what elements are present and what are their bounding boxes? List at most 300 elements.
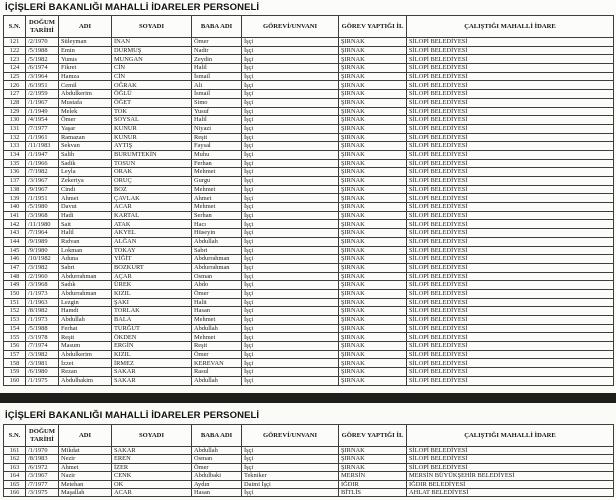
cell-gorev-yaptigi-il: ŞIRNAK [339, 255, 407, 264]
cell-gorevi-unvani: İşçi [242, 307, 339, 316]
table-row [4, 298, 614, 307]
cell-baba-adi: Osman [192, 272, 242, 281]
cell-baba-adi: Faysal [192, 142, 242, 151]
cell-soyadi: SOYSAL [112, 116, 192, 125]
cell-gorev-yaptigi-il: ŞIRNAK [339, 203, 407, 212]
col-header-gorevi-unvani: GÖREVİ/UNVANI [242, 16, 339, 38]
cell-soyadi: ÖKDEN [112, 333, 192, 342]
table-row [4, 246, 614, 255]
table-row [4, 255, 614, 264]
table-row [4, 333, 614, 342]
cell-sn: 138 [4, 185, 26, 194]
cell-dogum-tarihi: /6/1974 [26, 64, 59, 73]
cell-gorevi-unvani: İşçi [242, 229, 339, 238]
cell-dogum-tarihi: /6/1980 [26, 368, 59, 377]
cell-calistigi-mahalli-idare: MERSİN BÜYÜKŞEHİR BELEDİYESİ [407, 472, 614, 480]
cell-adi: Rıdvan [59, 237, 112, 246]
cell-baba-adi: Mehmet [192, 333, 242, 342]
cell-soyadi: KIZIL [112, 350, 192, 359]
cell-dogum-tarihi: /3/1975 [26, 489, 59, 497]
cell-sn: 139 [4, 194, 26, 203]
cell-gorev-yaptigi-il: ŞIRNAK [339, 463, 407, 471]
cell-dogum-tarihi: /9/1980 [26, 246, 59, 255]
cell-calistigi-mahalli-idare: SİLOPİ BELEDİYESİ [407, 368, 614, 377]
cell-baba-adi: Hacı [192, 220, 242, 229]
cell-adi: Sekvan [59, 142, 112, 151]
col-header-baba-adi: BABA ADI [192, 425, 242, 447]
table-row [4, 455, 614, 463]
cell-adi: Lokman [59, 246, 112, 255]
cell-baba-adi: Hasan [192, 489, 242, 497]
table-row [4, 472, 614, 480]
cell-soyadi: BOZ [112, 185, 192, 194]
cell-sn: 131 [4, 124, 26, 133]
cell-gorev-yaptigi-il: ŞIRNAK [339, 211, 407, 220]
cell-gorev-yaptigi-il: ŞIRNAK [339, 38, 407, 47]
table-row [4, 463, 614, 471]
cell-baba-adi: Rasul [192, 368, 242, 377]
cell-gorevi-unvani: İşçi [242, 177, 339, 186]
cell-dogum-tarihi: /6/1972 [26, 463, 59, 471]
cell-calistigi-mahalli-idare: SİLOPİ BELEDİYESİ [407, 376, 614, 385]
cell-baba-adi: Zeydin [192, 55, 242, 64]
col-header-sn: S.N. [4, 425, 26, 447]
cell-gorev-yaptigi-il: ŞIRNAK [339, 229, 407, 238]
cell-gorevi-unvani: İşçi [242, 98, 339, 107]
cell-gorevi-unvani: İşçi [242, 38, 339, 47]
cell-gorevi-unvani: Daimi İşçi [242, 480, 339, 488]
cell-gorev-yaptigi-il: ŞIRNAK [339, 107, 407, 116]
table-row [4, 177, 614, 186]
cell-dogum-tarihi: /1/1973 [26, 289, 59, 298]
cell-gorev-yaptigi-il: ŞIRNAK [339, 281, 407, 290]
cell-baba-adi: Serhan [192, 211, 242, 220]
cell-adi: Emin [59, 46, 112, 55]
cell-calistigi-mahalli-idare: SİLOPİ BELEDİYESİ [407, 359, 614, 368]
cell-gorevi-unvani: İşçi [242, 124, 339, 133]
cell-calistigi-mahalli-idare: SİLOPİ BELEDİYESİ [407, 316, 614, 325]
cell-baba-adi: Abdo [192, 281, 242, 290]
cell-sn: 128 [4, 98, 26, 107]
table-row [4, 368, 614, 377]
cell-adi: Lezgin [59, 298, 112, 307]
cell-baba-adi: Ahmet [192, 194, 242, 203]
cell-sn: 147 [4, 263, 26, 272]
col-header-calistigi-mahalli-idare: ÇALIŞTIĞI MAHALLİ İDARE [407, 16, 614, 38]
cell-gorevi-unvani: İşçi [242, 185, 339, 194]
cell-baba-adi: Hasan [192, 307, 242, 316]
cell-gorevi-unvani: İşçi [242, 272, 339, 281]
cell-sn: 145 [4, 246, 26, 255]
cell-gorev-yaptigi-il: ŞIRNAK [339, 350, 407, 359]
cell-gorevi-unvani: İşçi [242, 203, 339, 212]
cell-dogum-tarihi: /2/1960 [26, 272, 59, 281]
cell-sn: 152 [4, 307, 26, 316]
cell-soyadi: SAKAR [112, 447, 192, 455]
cell-calistigi-mahalli-idare: SİLOPİ BELEDİYESİ [407, 263, 614, 272]
col-header-adi: ADI [59, 16, 112, 38]
cell-adi: Sadik [59, 159, 112, 168]
table-row [4, 376, 614, 385]
cell-dogum-tarihi: /1/1970 [26, 447, 59, 455]
cell-baba-adi: Abdullah [192, 376, 242, 385]
cell-soyadi: SAKAR [112, 376, 192, 385]
cell-calistigi-mahalli-idare: SİLOPİ BELEDİYESİ [407, 342, 614, 351]
cell-adi: Melek [59, 107, 112, 116]
cell-adi: Cemil [59, 81, 112, 90]
cell-calistigi-mahalli-idare: SİLOPİ BELEDİYESİ [407, 447, 614, 455]
cell-soyadi: TOSUN [112, 159, 192, 168]
cell-baba-adi: Ali [192, 81, 242, 90]
cell-sn: 153 [4, 316, 26, 325]
cell-gorevi-unvani: İşçi [242, 447, 339, 455]
cell-calistigi-mahalli-idare: SİLOPİ BELEDİYESİ [407, 194, 614, 203]
cell-gorev-yaptigi-il: ŞIRNAK [339, 133, 407, 142]
table-row [4, 289, 614, 298]
cell-calistigi-mahalli-idare: SİLOPİ BELEDİYESİ [407, 463, 614, 471]
cell-baba-adi: Abdullah [192, 324, 242, 333]
cell-gorevi-unvani: İşçi [242, 376, 339, 385]
cell-sn: 125 [4, 72, 26, 81]
cell-dogum-tarihi: /6/1951 [26, 81, 59, 90]
cell-soyadi: AKYEL [112, 229, 192, 238]
cell-gorev-yaptigi-il: ŞIRNAK [339, 342, 407, 351]
cell-dogum-tarihi: /7/1977 [26, 124, 59, 133]
cell-sn: 148 [4, 272, 26, 281]
cell-adi: Mustafa [59, 98, 112, 107]
table-row [4, 64, 614, 73]
cell-soyadi: CENK [112, 472, 192, 480]
cell-calistigi-mahalli-idare: SİLOPİ BELEDİYESİ [407, 289, 614, 298]
cell-dogum-tarihi: /1/1973 [26, 316, 59, 325]
cell-sn: 134 [4, 150, 26, 159]
cell-calistigi-mahalli-idare: SİLOPİ BELEDİYESİ [407, 168, 614, 177]
table-row [4, 142, 614, 151]
cell-calistigi-mahalli-idare: SİLOPİ BELEDİYESİ [407, 229, 614, 238]
cell-sn: 130 [4, 116, 26, 125]
cell-soyadi: ALĞAN [112, 237, 192, 246]
cell-calistigi-mahalli-idare: SİLOPİ BELEDİYESİ [407, 133, 614, 142]
cell-calistigi-mahalli-idare: SİLOPİ BELEDİYESİ [407, 246, 614, 255]
cell-adi: Leyla [59, 168, 112, 177]
cell-sn: 124 [4, 64, 26, 73]
cell-sn: 155 [4, 333, 26, 342]
cell-sn: 142 [4, 220, 26, 229]
cell-dogum-tarihi: /4/1954 [26, 116, 59, 125]
cell-gorevi-unvani: İşçi [242, 289, 339, 298]
col-header-dogum-tarihi: DOĞUM TARİHİ [26, 16, 59, 38]
cell-adi: Nazir [59, 472, 112, 480]
cell-baba-adi: Yusuf [192, 107, 242, 116]
cell-adi: Halil [59, 229, 112, 238]
cell-dogum-tarihi: /1/1966 [26, 159, 59, 168]
cell-calistigi-mahalli-idare: SİLOPİ BELEDİYESİ [407, 350, 614, 359]
cell-baba-adi: Ömer [192, 289, 242, 298]
cell-gorev-yaptigi-il: ŞIRNAK [339, 177, 407, 186]
cell-calistigi-mahalli-idare: SİLOPİ BELEDİYESİ [407, 237, 614, 246]
cell-gorev-yaptigi-il: ŞIRNAK [339, 289, 407, 298]
table-row [4, 72, 614, 81]
cell-gorevi-unvani: İşçi [242, 159, 339, 168]
cell-baba-adi: Abdurrahman [192, 263, 242, 272]
cell-sn: 150 [4, 289, 26, 298]
cell-adi: Hadi [59, 211, 112, 220]
cell-gorevi-unvani: İşçi [242, 81, 339, 90]
cell-sn: 146 [4, 255, 26, 264]
cell-adi: Abdullah [59, 316, 112, 325]
cell-dogum-tarihi: /5/1982 [26, 55, 59, 64]
cell-adi: Reşit [59, 333, 112, 342]
cell-gorev-yaptigi-il: ŞIRNAK [339, 316, 407, 325]
cell-gorev-yaptigi-il: ŞIRNAK [339, 64, 407, 73]
cell-soyadi: ORUÇ [112, 177, 192, 186]
cell-soyadi: AÇAR [112, 272, 192, 281]
cell-adi: Ramazan [59, 133, 112, 142]
cell-gorevi-unvani: İşçi [242, 90, 339, 99]
cell-dogum-tarihi: /10/1982 [26, 255, 59, 264]
cell-gorevi-unvani: İşçi [242, 368, 339, 377]
cell-baba-adi: Halit [192, 298, 242, 307]
cell-soyadi: DURMUŞ [112, 46, 192, 55]
cell-gorevi-unvani: İşçi [242, 142, 339, 151]
table-row [4, 307, 614, 316]
cell-baba-adi: Reşit [192, 133, 242, 142]
cell-soyadi: ÖĞLÜ [112, 90, 192, 99]
cell-calistigi-mahalli-idare: SİLOPİ BELEDİYESİ [407, 185, 614, 194]
cell-gorevi-unvani: İşçi [242, 298, 339, 307]
cell-baba-adi: Osman [192, 455, 242, 463]
cell-adi: Abdulkerim [59, 90, 112, 99]
cell-adi: Aduna [59, 255, 112, 264]
table-row [4, 316, 614, 325]
cell-gorev-yaptigi-il: ŞIRNAK [339, 220, 407, 229]
section1-title: İÇİŞLERİ BAKANLIĞI MAHALLİ İDARELER PERSONELİ [5, 2, 260, 13]
cell-gorevi-unvani: İşçi [242, 55, 339, 64]
cell-soyadi: ORAK [112, 168, 192, 177]
table-row [4, 159, 614, 168]
cell-calistigi-mahalli-idare: SİLOPİ BELEDİYESİ [407, 124, 614, 133]
cell-adi: Sadık [59, 281, 112, 290]
table-body [4, 447, 614, 497]
cell-gorevi-unvani: İşçi [242, 342, 339, 351]
table-row [4, 185, 614, 194]
cell-dogum-tarihi: /3/1968 [26, 281, 59, 290]
cell-gorev-yaptigi-il: ŞIRNAK [339, 376, 407, 385]
table-row [4, 263, 614, 272]
cell-soyadi: TOKAY [112, 246, 192, 255]
cell-calistigi-mahalli-idare: SİLOPİ BELEDİYESİ [407, 307, 614, 316]
cell-sn: 151 [4, 298, 26, 307]
cell-gorev-yaptigi-il: ŞIRNAK [339, 368, 407, 377]
table-row [4, 203, 614, 212]
cell-baba-adi: Ömer [192, 463, 242, 471]
cell-calistigi-mahalli-idare: IĞDIR BELEDİYESİ [407, 480, 614, 488]
cell-adi: Hamdi [59, 307, 112, 316]
table-row [4, 489, 614, 497]
cell-dogum-tarihi: /1/1947 [26, 150, 59, 159]
cell-adi: Masum [59, 342, 112, 351]
cell-gorev-yaptigi-il: ŞIRNAK [339, 142, 407, 151]
cell-sn: 163 [4, 463, 26, 471]
cell-adi: Ömer [59, 116, 112, 125]
table-row [4, 324, 614, 333]
cell-sn: 127 [4, 90, 26, 99]
cell-adi: Cindi [59, 185, 112, 194]
cell-soyadi: TORLAK [112, 307, 192, 316]
table-row [4, 98, 614, 107]
col-header-baba-adi: BABA ADI [192, 16, 242, 38]
cell-baba-adi: Simo [192, 98, 242, 107]
table-row [4, 46, 614, 55]
cell-soyadi: BURUMTEKİN [112, 150, 192, 159]
cell-baba-adi: Abdurrahman [192, 255, 242, 264]
cell-calistigi-mahalli-idare: SİLOPİ BELEDİYESİ [407, 333, 614, 342]
cell-baba-adi: Reşit [192, 342, 242, 351]
cell-soyadi: ÜREK [112, 281, 192, 290]
cell-dogum-tarihi: /7/1974 [26, 342, 59, 351]
cell-gorev-yaptigi-il: ŞIRNAK [339, 159, 407, 168]
cell-gorevi-unvani: İşçi [242, 46, 339, 55]
cell-sn: 156 [4, 342, 26, 351]
cell-calistigi-mahalli-idare: SİLOPİ BELEDİYESİ [407, 38, 614, 47]
table-row [4, 107, 614, 116]
cell-sn: 141 [4, 211, 26, 220]
cell-gorevi-unvani: İşçi [242, 168, 339, 177]
cell-baba-adi: Niyazi [192, 124, 242, 133]
cell-gorevi-unvani: Tekniker [242, 472, 339, 480]
cell-gorevi-unvani: İşçi [242, 255, 339, 264]
cell-sn: 132 [4, 133, 26, 142]
cell-calistigi-mahalli-idare: SİLOPİ BELEDİYESİ [407, 107, 614, 116]
cell-gorev-yaptigi-il: ŞIRNAK [339, 324, 407, 333]
cell-gorevi-unvani: İşçi [242, 133, 339, 142]
table-header [4, 16, 614, 38]
cell-soyadi: ACAR [112, 203, 192, 212]
table-body [4, 38, 614, 386]
cell-baba-adi: Aydın [192, 480, 242, 488]
cell-dogum-tarihi: /3/1981 [26, 359, 59, 368]
cell-dogum-tarihi: /3/1967 [26, 472, 59, 480]
cell-calistigi-mahalli-idare: SİLOPİ BELEDİYESİ [407, 159, 614, 168]
table-row [4, 133, 614, 142]
cell-adi: Abdurrahman [59, 272, 112, 281]
cell-calistigi-mahalli-idare: SİLOPİ BELEDİYESİ [407, 177, 614, 186]
cell-sn: 154 [4, 324, 26, 333]
cell-soyadi: KARTAL [112, 211, 192, 220]
cell-baba-adi: Nadir [192, 46, 242, 55]
cell-calistigi-mahalli-idare: SİLOPİ BELEDİYESİ [407, 455, 614, 463]
table-row [4, 124, 614, 133]
cell-dogum-tarihi: /1/1961 [26, 133, 59, 142]
cell-soyadi: EREN [112, 455, 192, 463]
col-header-sn: S.N. [4, 16, 26, 38]
cell-gorev-yaptigi-il: ŞIRNAK [339, 263, 407, 272]
col-header-gorevi-unvani: GÖREVİ/UNVANI [242, 425, 339, 447]
cell-calistigi-mahalli-idare: SİLOPİ BELEDİYESİ [407, 150, 614, 159]
cell-soyadi: SAKAR [112, 368, 192, 377]
cell-dogum-tarihi: /3/1978 [26, 333, 59, 342]
cell-dogum-tarihi: /1/1949 [26, 107, 59, 116]
cell-adi: Mikdat [59, 447, 112, 455]
cell-gorevi-unvani: İşçi [242, 211, 339, 220]
cell-sn: 129 [4, 107, 26, 116]
cell-sn: 144 [4, 237, 26, 246]
cell-baba-adi: Abdulbaki [192, 472, 242, 480]
cell-gorev-yaptigi-il: ŞIRNAK [339, 272, 407, 281]
cell-soyadi: ÇAVLAK [112, 194, 192, 203]
cell-soyadi: İNAN [112, 38, 192, 47]
table-row [4, 168, 614, 177]
cell-gorev-yaptigi-il: ŞIRNAK [339, 455, 407, 463]
cell-baba-adi: Muhu [192, 150, 242, 159]
cell-adi: Zekeriya [59, 177, 112, 186]
table-row [4, 480, 614, 488]
cell-baba-adi: Halil [192, 116, 242, 125]
cell-soyadi: BOZKURT [112, 263, 192, 272]
cell-baba-adi: Hüseyin [192, 229, 242, 238]
cell-gorevi-unvani: İşçi [242, 150, 339, 159]
cell-gorev-yaptigi-il: ŞIRNAK [339, 185, 407, 194]
cell-gorev-yaptigi-il: ŞIRNAK [339, 298, 407, 307]
cell-calistigi-mahalli-idare: AHLAT BELEDİYESİ [407, 489, 614, 497]
cell-soyadi: CİN [112, 64, 192, 73]
cell-sn: 126 [4, 81, 26, 90]
cell-sn: 122 [4, 46, 26, 55]
cell-baba-adi: Ferhan [192, 159, 242, 168]
col-header-calistigi-mahalli-idare: ÇALIŞTIĞI MAHALLİ İDARE [407, 425, 614, 447]
table-row [4, 229, 614, 238]
table-row [4, 38, 614, 47]
cell-gorevi-unvani: İşçi [242, 455, 339, 463]
cell-gorevi-unvani: İşçi [242, 350, 339, 359]
cell-soyadi: ATAK [112, 220, 192, 229]
cell-gorev-yaptigi-il: ŞIRNAK [339, 116, 407, 125]
cell-adi: Hamza [59, 72, 112, 81]
cell-soyadi: KUNUR [112, 133, 192, 142]
cell-gorev-yaptigi-il: MERSİN [339, 472, 407, 480]
table-row [4, 272, 614, 281]
cell-gorevi-unvani: İşçi [242, 237, 339, 246]
cell-calistigi-mahalli-idare: SİLOPİ BELEDİYESİ [407, 55, 614, 64]
cell-baba-adi: KEREVAN [192, 359, 242, 368]
table-row [4, 342, 614, 351]
cell-gorev-yaptigi-il: ŞIRNAK [339, 150, 407, 159]
table-row [4, 116, 614, 125]
cell-gorev-yaptigi-il: ŞIRNAK [339, 72, 407, 81]
cell-gorevi-unvani: İşçi [242, 72, 339, 81]
table-row [4, 220, 614, 229]
table-row [4, 211, 614, 220]
cell-dogum-tarihi: /3/1964 [26, 72, 59, 81]
cell-gorev-yaptigi-il: ŞIRNAK [339, 90, 407, 99]
cell-adi: Süleyman [59, 38, 112, 47]
cell-gorev-yaptigi-il: ŞIRNAK [339, 55, 407, 64]
cell-baba-adi: Sabri [192, 246, 242, 255]
cell-gorev-yaptigi-il: ŞIRNAK [339, 194, 407, 203]
cell-adi: Yunus [59, 55, 112, 64]
cell-baba-adi: Ömer [192, 38, 242, 47]
table-row [4, 150, 614, 159]
cell-gorevi-unvani: İşçi [242, 107, 339, 116]
cell-dogum-tarihi: /3/1982 [26, 263, 59, 272]
cell-sn: 164 [4, 472, 26, 480]
cell-calistigi-mahalli-idare: SİLOPİ BELEDİYESİ [407, 324, 614, 333]
table-row [4, 194, 614, 203]
cell-calistigi-mahalli-idare: SİLOPİ BELEDİYESİ [407, 203, 614, 212]
cell-adi: Nezir [59, 455, 112, 463]
cell-baba-adi: Mehmet [192, 316, 242, 325]
table-row [4, 55, 614, 64]
